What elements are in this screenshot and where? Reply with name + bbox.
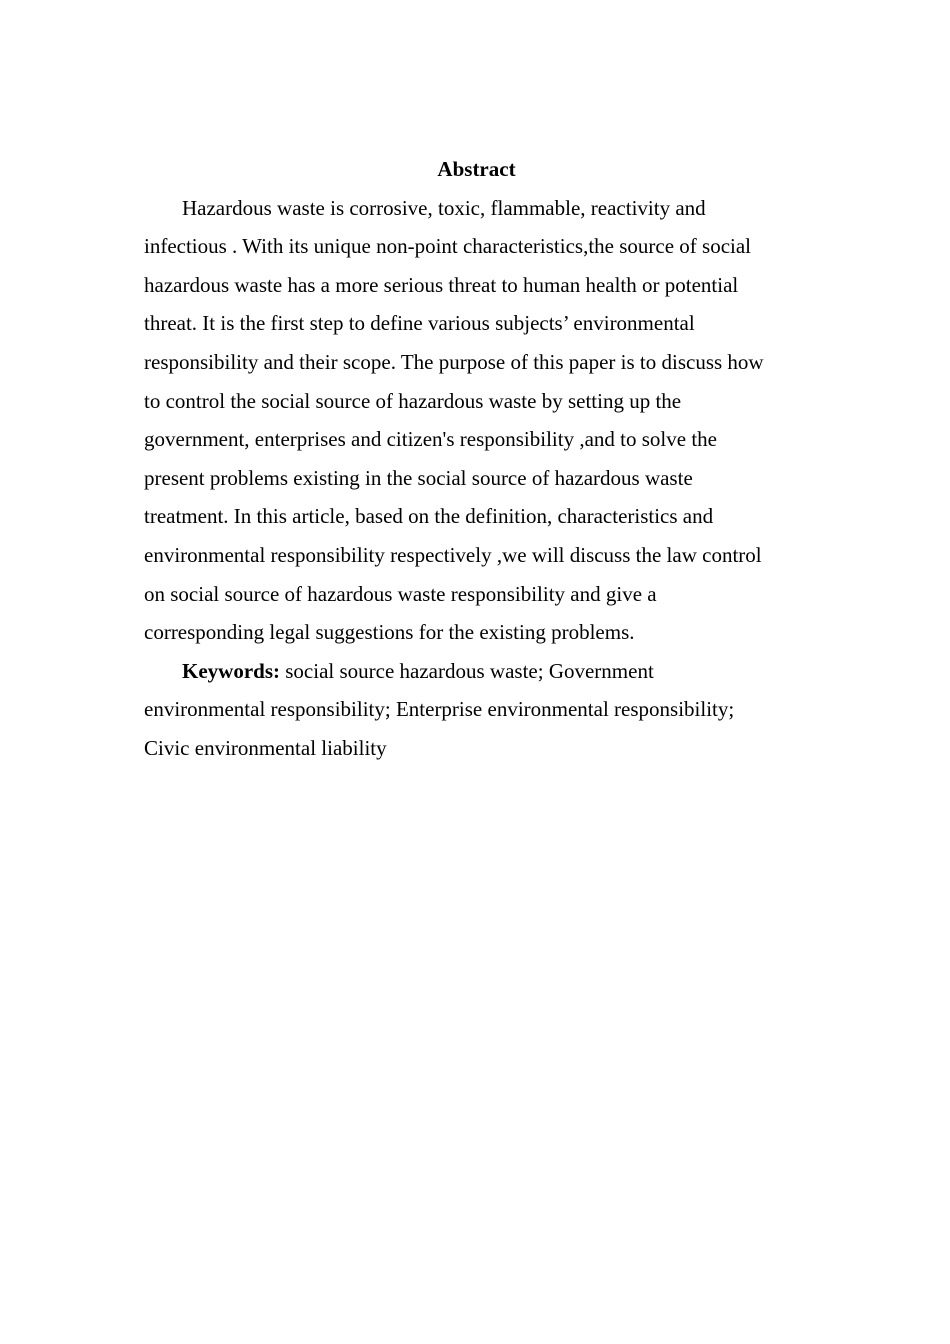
abstract-line: treatment. In this article, based on the definition, characteristics and (144, 504, 714, 529)
abstract-line: government, enterprises and citizen's responsibility ,and to solve the (144, 427, 717, 452)
keywords-line: Civic environmental liability (144, 735, 387, 760)
keywords-section (144, 652, 809, 768)
abstract-line: responsibility and their scope. The purpose of this paper is to discuss how (144, 349, 764, 374)
abstract-line: infectious . With its unique non-point characteristics,the source of social (144, 234, 752, 259)
abstract-line: environmental responsibility respectively ,we will discuss the law control (144, 542, 762, 567)
abstract-body (144, 189, 809, 652)
abstract-line: corresponding legal suggestions for the existing problems. (144, 620, 635, 645)
abstract-line: on social source of hazardous waste responsibility and give a (144, 581, 657, 606)
abstract-line: threat. It is the first step to define various subjects’ environmental (144, 311, 695, 336)
keywords-first-line (144, 652, 809, 691)
abstract-line: hazardous waste has a more serious threat to human health or potential (144, 272, 739, 297)
abstract-section (144, 150, 809, 768)
abstract-line: present problems existing in the social source of hazardous waste (144, 465, 693, 490)
abstract-title: Abstract (437, 157, 516, 181)
keywords-label: Keywords: (182, 658, 280, 683)
keywords-text: social source hazardous waste; Government (280, 658, 654, 683)
abstract-line: Hazardous waste is corrosive, toxic, flammable, reactivity and (182, 195, 706, 220)
keywords-line: environmental responsibility; Enterprise environmental responsibility; (144, 697, 735, 722)
abstract-line: to control the social source of hazardous waste by setting up the (144, 388, 682, 413)
